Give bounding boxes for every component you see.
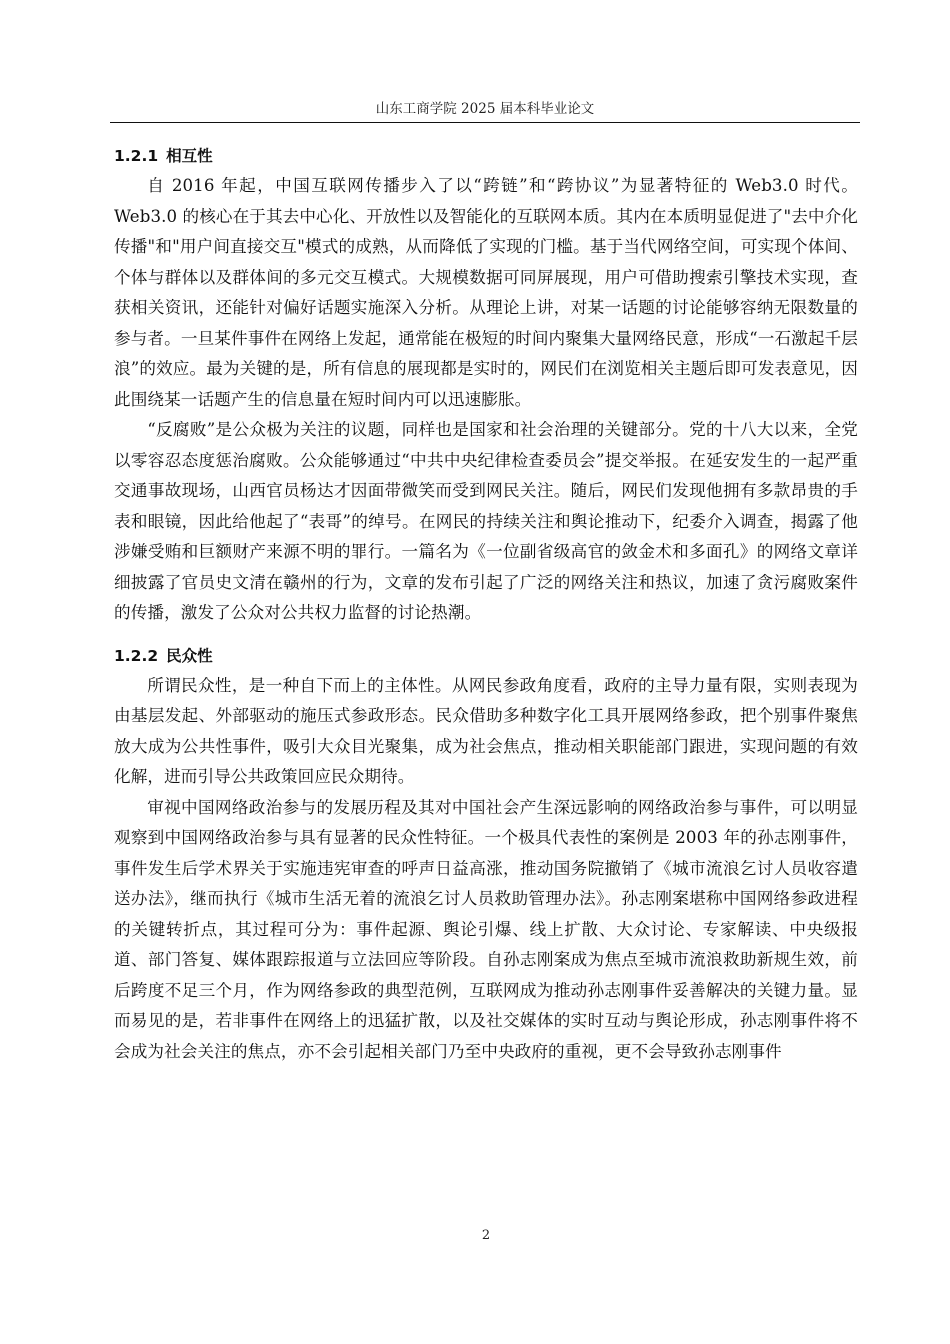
section-title: 相互性 [166,147,213,165]
paragraph-populism-1: 所谓民众性，是一种自下而上的主体性。从网民参政角度看，政府的主导力量有限，实则表现为由基层发起、外部驱动的施压式参政形态。民众借助多种数字化工具开展网络参政，把个别事件聚焦放大成为公共性事件，吸引大众目光聚集，成为社会焦点，推动相关职能部门跟进，实现问题的有效化解，进而引导公共政策回应民众期待。 [114,675,858,786]
page-body [114,141,858,1067]
header-rule [110,122,860,123]
paragraph-interactivity-1: 自 2016 年起，中国互联网传播步入了以“跨链”和“跨协议”为显著特征的 Web3.0 时代。Web3.0 的核心在于其去中心化、开放性以及智能化的互联网本质。其内在本质明显促进了"去中介化传播"和"用户间直接交互"模式的成熟，从而降低了实现的门槛。基于当代网络空间，可实现个体间、个体与群体以及群体间的多元交互模式。大规模数据可同屏展现，用户可借助搜索引擎技术实现，查获相关资讯，还能针对偏好话题实施深入分析。从理论上讲，对某一话题的讨论能够容纳无限数量的参与者。一旦某件事件在网络上发起，通常能在极短的时间内聚集大量网络民意，形成“一石激起千层浪”的效应。最为关键的是，所有信息的展现都是实时的，网民们在浏览相关主题后即可发表意见，因此围绕某一话题产生的信息量在短时间内可以迅速膨胀。 [114,176,858,409]
paragraph-populism-2: 审视中国网络政治参与的发展历程及其对中国社会产生深远影响的网络政治参与事件，可以明显观察到中国网络政治参与具有显著的民众性特征。一个极具代表性的案例是 2003 年的孙志刚事件，事件发生后学术界关于实施违宪审查的呼声日益高涨，推动国务院撤销了《城市流浪乞讨人员收容遣送办法》，继而执行《城市生活无着的流浪乞讨人员救助管理办法》。孙志刚案堪称中国网络参政进程的关键转折点，其过程可分为：事件起源、舆论引爆、线上扩散、大众讨论、专家解读、中央级报道、部门答复、媒体跟踪报道与立法回应等阶段。自孙志刚案成为焦点至城市流浪救助新规生效，前后跨度不足三个月，作为网络参政的典型范例，互联网成为推动孙志刚事件妥善解决的关键力量。显而易见的是，若非事件在网络上的迅猛扩散，以及社交媒体的实时互动与舆论形成，孙志刚事件将不会成为社会关注的焦点，亦不会引起相关部门乃至中央政府的重视，更不会导致孙志刚事件 [114,797,858,1061]
page-number: 2 [481,1228,491,1243]
section-number: 1.2.1 [114,147,159,165]
section-number: 1.2.2 [114,646,159,665]
running-header: 山东工商学院 2025 届本科毕业论文 [375,101,595,117]
section-title: 民众性 [166,646,213,665]
section-heading-1-2-2 [114,641,858,671]
paragraph-interactivity-2: “反腐败”是公众极为关注的议题，同样也是国家和社会治理的关键部分。党的十八大以来，全党以零容忍态度惩治腐败。公众能够通过“中共中央纪律检查委员会”提交举报。在延安发生的一起严重交通事故现场，山西官员杨达才因面带微笑而受到网民关注。随后，网民们发现他拥有多款昂贵的手表和眼镜，因此给他起了“表哥”的绰号。在网民的持续关注和舆论推动下，纪委介入调查，揭露了他涉嫌受贿和巨额财产来源不明的罪行。一篇名为《一位副省级高官的敛金术和多面孔》的网络文章详细披露了官员史文清在赣州的行为，文章的发布引起了广泛的网络关注和热议，加速了贪污腐败案件的传播，激发了公众对公共权力监督的讨论热潮。 [114,420,858,622]
section-heading-1-2-1 [114,141,858,171]
